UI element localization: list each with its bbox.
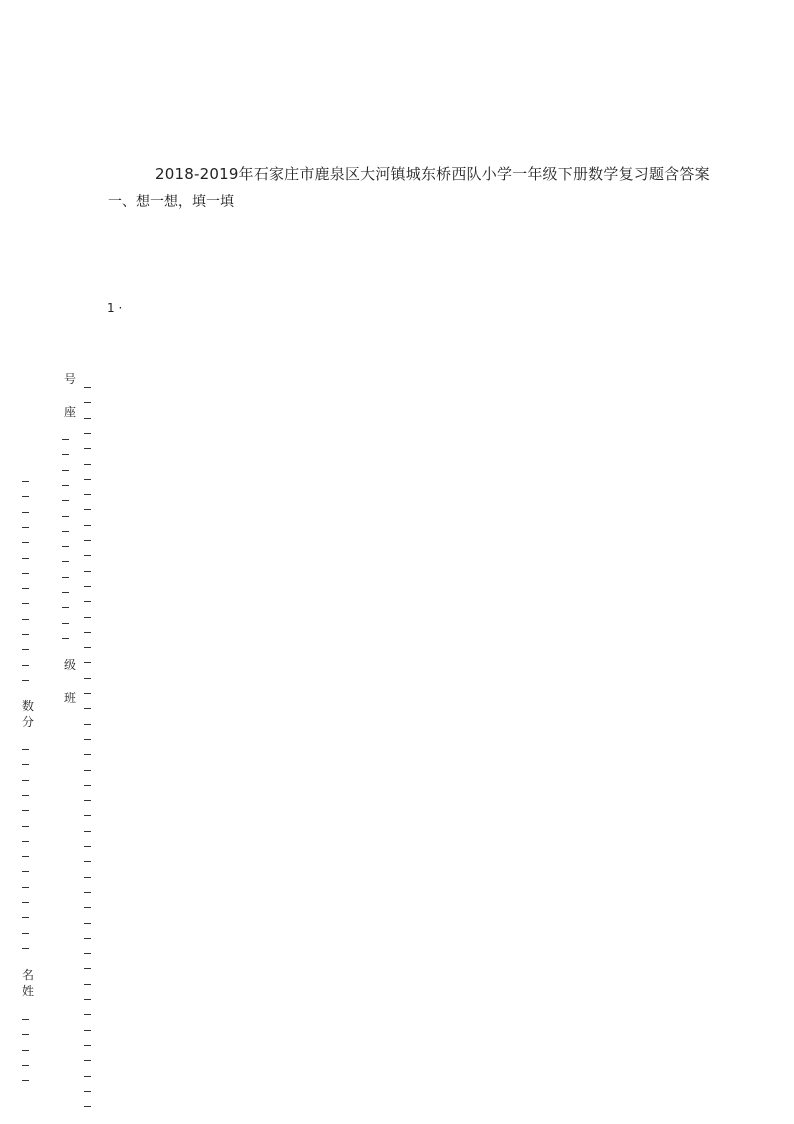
binding-dash bbox=[62, 516, 69, 517]
binding-dash bbox=[84, 724, 91, 725]
binding-dash bbox=[22, 588, 29, 589]
binding-dash bbox=[22, 558, 29, 559]
binding-dash bbox=[22, 948, 29, 949]
binding-dash bbox=[22, 749, 29, 750]
binding-dash bbox=[22, 1034, 29, 1035]
binding-dash bbox=[62, 485, 69, 486]
binding-dash bbox=[22, 665, 29, 666]
binding-dash bbox=[22, 527, 29, 528]
binding-dash bbox=[84, 831, 91, 832]
binding-dash bbox=[84, 571, 91, 572]
binding-dash bbox=[84, 984, 91, 985]
binding-dash bbox=[62, 623, 69, 624]
binding-dash bbox=[22, 649, 29, 650]
binding-dash bbox=[84, 892, 91, 893]
binding-dash bbox=[84, 387, 91, 388]
binding-dash bbox=[22, 780, 29, 781]
binding-dash bbox=[22, 619, 29, 620]
class-label-char-2: 班 bbox=[64, 691, 77, 705]
binding-dash bbox=[22, 481, 29, 482]
binding-dash bbox=[22, 1050, 29, 1051]
binding-dash bbox=[62, 546, 69, 547]
binding-dash bbox=[84, 464, 91, 465]
binding-dash bbox=[84, 662, 91, 663]
binding-dash bbox=[84, 693, 91, 694]
binding-dash bbox=[22, 841, 29, 842]
binding-dash bbox=[84, 586, 91, 587]
seat-number-label-char-2: 座 bbox=[64, 405, 77, 419]
binding-dash bbox=[62, 577, 69, 578]
binding-dash bbox=[84, 402, 91, 403]
binding-dash bbox=[62, 638, 69, 639]
binding-dash bbox=[84, 754, 91, 755]
binding-dash bbox=[62, 561, 69, 562]
binding-dash bbox=[84, 785, 91, 786]
binding-dash bbox=[84, 632, 91, 633]
binding-dash bbox=[84, 617, 91, 618]
binding-dash bbox=[84, 509, 91, 510]
binding-dash bbox=[22, 680, 29, 681]
binding-dash bbox=[22, 603, 29, 604]
binding-dash bbox=[22, 634, 29, 635]
binding-dash bbox=[22, 512, 29, 513]
binding-dash bbox=[84, 923, 91, 924]
binding-dash bbox=[84, 815, 91, 816]
binding-dash bbox=[84, 1014, 91, 1015]
binding-dash bbox=[22, 917, 29, 918]
binding-dash bbox=[62, 500, 69, 501]
binding-dash bbox=[22, 1019, 29, 1020]
binding-dash bbox=[84, 448, 91, 449]
binding-dash bbox=[84, 861, 91, 862]
binding-dash bbox=[22, 1080, 29, 1081]
score-label-char-2: 分 bbox=[22, 715, 35, 729]
name-label-char-1: 名 bbox=[22, 968, 35, 982]
binding-dash bbox=[84, 647, 91, 648]
binding-dash bbox=[22, 542, 29, 543]
binding-dash bbox=[84, 1030, 91, 1031]
binding-dash bbox=[62, 592, 69, 593]
binding-dash bbox=[84, 953, 91, 954]
question-1-label: 1 · bbox=[107, 301, 123, 315]
binding-dash bbox=[22, 933, 29, 934]
binding-dash bbox=[22, 887, 29, 888]
binding-dash bbox=[84, 540, 91, 541]
binding-dash bbox=[84, 877, 91, 878]
binding-dash bbox=[22, 826, 29, 827]
binding-dash bbox=[84, 601, 91, 602]
binding-dash bbox=[22, 871, 29, 872]
binding-dash bbox=[84, 433, 91, 434]
binding-dash bbox=[84, 1106, 91, 1107]
binding-dash bbox=[84, 1076, 91, 1077]
binding-dash bbox=[84, 1060, 91, 1061]
binding-dash bbox=[22, 1065, 29, 1066]
name-label-char-2: 姓 bbox=[22, 984, 35, 998]
binding-dash bbox=[84, 968, 91, 969]
binding-dash bbox=[84, 999, 91, 1000]
binding-dash bbox=[22, 496, 29, 497]
binding-dash bbox=[84, 846, 91, 847]
binding-dash bbox=[62, 470, 69, 471]
binding-dash bbox=[84, 678, 91, 679]
binding-dash bbox=[62, 439, 69, 440]
binding-dash bbox=[62, 454, 69, 455]
binding-dash bbox=[62, 531, 69, 532]
document-title: 2018-2019年石家庄市鹿泉区大河镇城东桥西队小学一年级下册数学复习题含答案 bbox=[155, 165, 710, 183]
class-label-char-1: 级 bbox=[64, 658, 77, 672]
binding-dash bbox=[84, 1045, 91, 1046]
seat-number-label-char-1: 号 bbox=[64, 372, 77, 386]
section-heading: 一、想一想，填一填 bbox=[108, 194, 234, 210]
binding-dash bbox=[84, 1091, 91, 1092]
binding-dash bbox=[62, 607, 69, 608]
binding-dash bbox=[22, 573, 29, 574]
binding-dash bbox=[84, 555, 91, 556]
binding-dash bbox=[22, 810, 29, 811]
binding-dash bbox=[84, 938, 91, 939]
score-label-char-1: 数 bbox=[22, 699, 35, 713]
binding-dash bbox=[22, 902, 29, 903]
binding-dash bbox=[84, 708, 91, 709]
binding-dash bbox=[84, 770, 91, 771]
binding-dash bbox=[84, 479, 91, 480]
binding-dash bbox=[84, 525, 91, 526]
binding-dash bbox=[22, 795, 29, 796]
binding-dash bbox=[22, 856, 29, 857]
binding-dash bbox=[84, 907, 91, 908]
binding-dash bbox=[84, 494, 91, 495]
binding-dash bbox=[84, 418, 91, 419]
binding-dash bbox=[84, 800, 91, 801]
binding-dash bbox=[22, 764, 29, 765]
binding-dash bbox=[84, 739, 91, 740]
